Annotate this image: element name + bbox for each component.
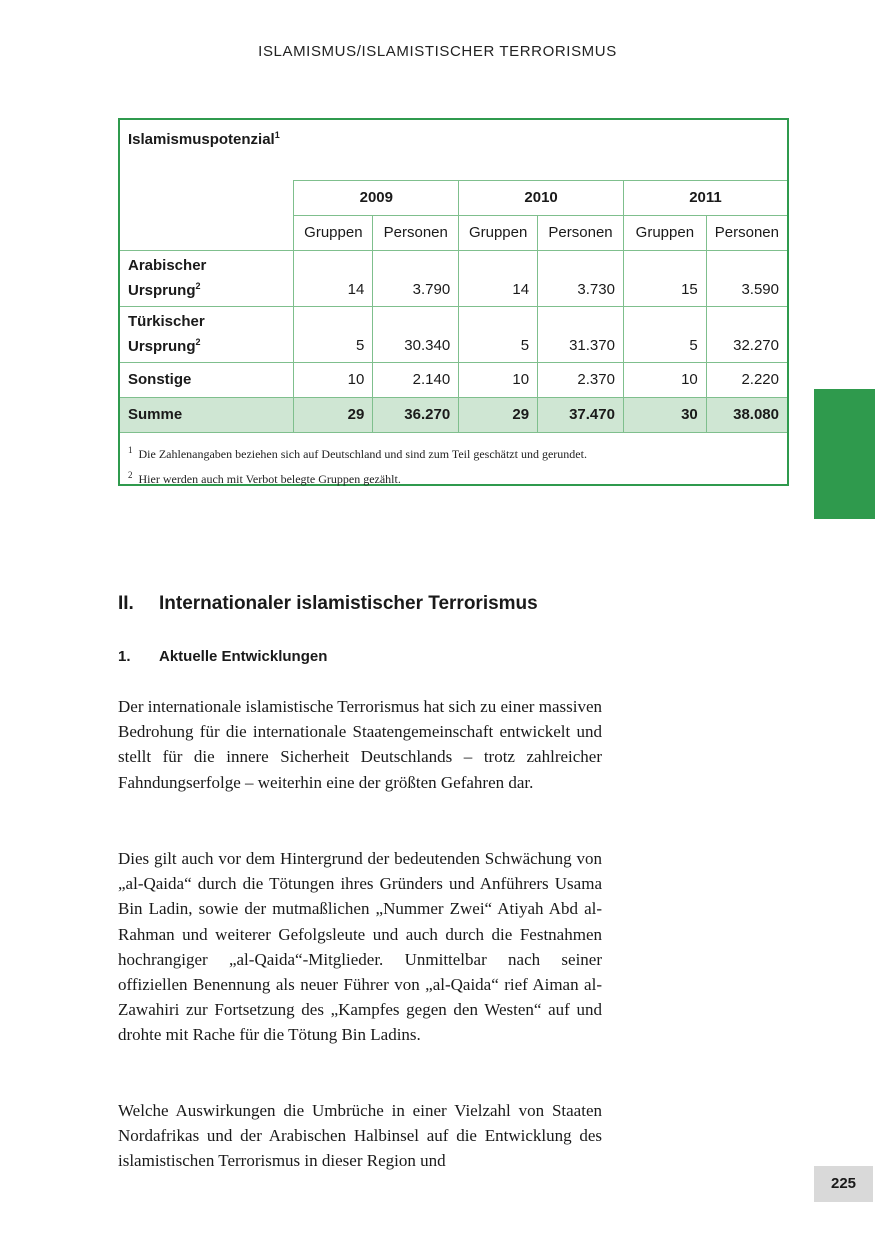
running-header: ISLAMISMUS/ISLAMISTISCHER TERRORISMUS — [258, 43, 617, 60]
table-cell: 5 — [294, 306, 373, 362]
caption-footnote-mark: 1 — [274, 130, 280, 140]
table-cell: 3.730 — [538, 250, 624, 306]
statistics-table-box — [118, 118, 789, 486]
table-row — [120, 306, 787, 362]
row-label — [120, 250, 294, 306]
islamismus-table — [120, 120, 787, 433]
year-header: 2010 — [459, 180, 624, 215]
column-header: Personen — [538, 215, 624, 250]
table-cell: 10 — [623, 362, 706, 397]
column-header: Personen — [706, 215, 787, 250]
row-label-line: Türkischer — [128, 313, 205, 330]
sum-cell: 38.080 — [706, 397, 787, 432]
section-number: II. — [118, 593, 134, 614]
row-label: Sonstige — [120, 362, 294, 397]
footnote — [128, 465, 587, 490]
body-paragraph: Dies gilt auch vor dem Hintergrund der bedeutenden Schwächung von „al-Qaida“ durch die Tötungen ihres Gründers und Anführers Usama Bin Ladin, sowie der mutmaßlichen „Nummer Zwei“ Atiyah Abd al-Rahman und weiterer Gefolgsleute und auch durch die Festnahmen hochrangiger „al-Qaida“-Mitglieder. Unmittelbar nach seiner offiziellen Benennung als neuer Führer von „al-Qaida“ rief Aiman al-Zawahiri zur Fortsetzung des „Kampfes gegen den Westen“ auf und drohte mit Rache für die Tötung Bin Ladins. — [118, 849, 602, 1045]
table-caption — [120, 120, 787, 180]
section-title: Internationaler islamistischer Terrorismus — [159, 593, 538, 614]
page-number: 225 — [814, 1166, 873, 1202]
row-label — [120, 306, 294, 362]
column-header: Gruppen — [623, 215, 706, 250]
column-header: Gruppen — [294, 215, 373, 250]
row-footnote-mark: 2 — [195, 281, 201, 291]
table-cell: 5 — [459, 306, 538, 362]
table-row — [120, 362, 787, 397]
sum-cell: 29 — [294, 397, 373, 432]
table-row — [120, 250, 787, 306]
table-cell: 2.220 — [706, 362, 787, 397]
table-cell: 10 — [459, 362, 538, 397]
table-cell: 2.140 — [373, 362, 459, 397]
footnote-text: Hier werden auch mit Verbot belegte Gruppen gezählt. — [138, 472, 401, 486]
chapter-tab-marker — [814, 389, 875, 519]
sum-cell: 36.270 — [373, 397, 459, 432]
table-cell: 2.370 — [538, 362, 624, 397]
table-cell: 10 — [294, 362, 373, 397]
column-header: Gruppen — [459, 215, 538, 250]
table-cell: 30.340 — [373, 306, 459, 362]
row-label-line: Ursprung — [128, 282, 196, 299]
sum-row — [120, 397, 787, 432]
table-cell: 15 — [623, 250, 706, 306]
sum-cell: 30 — [623, 397, 706, 432]
row-footnote-mark: 2 — [195, 337, 201, 347]
section-heading — [118, 593, 538, 615]
row-label-line: Arabischer — [128, 257, 207, 274]
year-header: 2009 — [294, 180, 459, 215]
empty-corner-cell — [120, 180, 294, 250]
footnote-text: Die Zahlenangaben beziehen sich auf Deutschland und sind zum Teil geschätzt und gerundet. — [138, 447, 587, 461]
table-caption-text: Islamismuspotenzial — [128, 131, 275, 148]
body-paragraph: Welche Auswirkungen die Umbrüche in einer Vielzahl von Staaten Nordafrikas und der Arabischen Halbinsel auf die Entwicklung des islamistischen Terrorismus in dieser Region und — [118, 1101, 602, 1171]
footnote-mark: 2 — [128, 470, 133, 480]
sum-cell: 29 — [459, 397, 538, 432]
column-header: Personen — [373, 215, 459, 250]
subsection-heading — [118, 648, 327, 665]
footnote — [128, 440, 587, 465]
row-label-line: Ursprung — [128, 338, 196, 355]
table-cell: 32.270 — [706, 306, 787, 362]
table-cell: 31.370 — [538, 306, 624, 362]
table-cell: 14 — [459, 250, 538, 306]
table-cell: 14 — [294, 250, 373, 306]
footnote-mark: 1 — [128, 445, 133, 455]
table-cell: 3.790 — [373, 250, 459, 306]
sum-cell: 37.470 — [538, 397, 624, 432]
table-footnotes — [128, 440, 587, 490]
subsection-title: Aktuelle Entwicklungen — [159, 648, 328, 665]
subsection-number: 1. — [118, 648, 131, 665]
sum-label: Summe — [120, 397, 294, 432]
year-header: 2011 — [623, 180, 787, 215]
table-cell: 5 — [623, 306, 706, 362]
table-cell: 3.590 — [706, 250, 787, 306]
body-paragraph: Der internationale islamistische Terrorismus hat sich zu einer massiven Bedrohung für die internationale Staatengemeinschaft entwickelt und stellt für die innere Sicherheit Deutschlands – trotz zahlreicher Fahndungserfolge – weiterhin eine der größten Gefahren dar. — [118, 697, 602, 792]
